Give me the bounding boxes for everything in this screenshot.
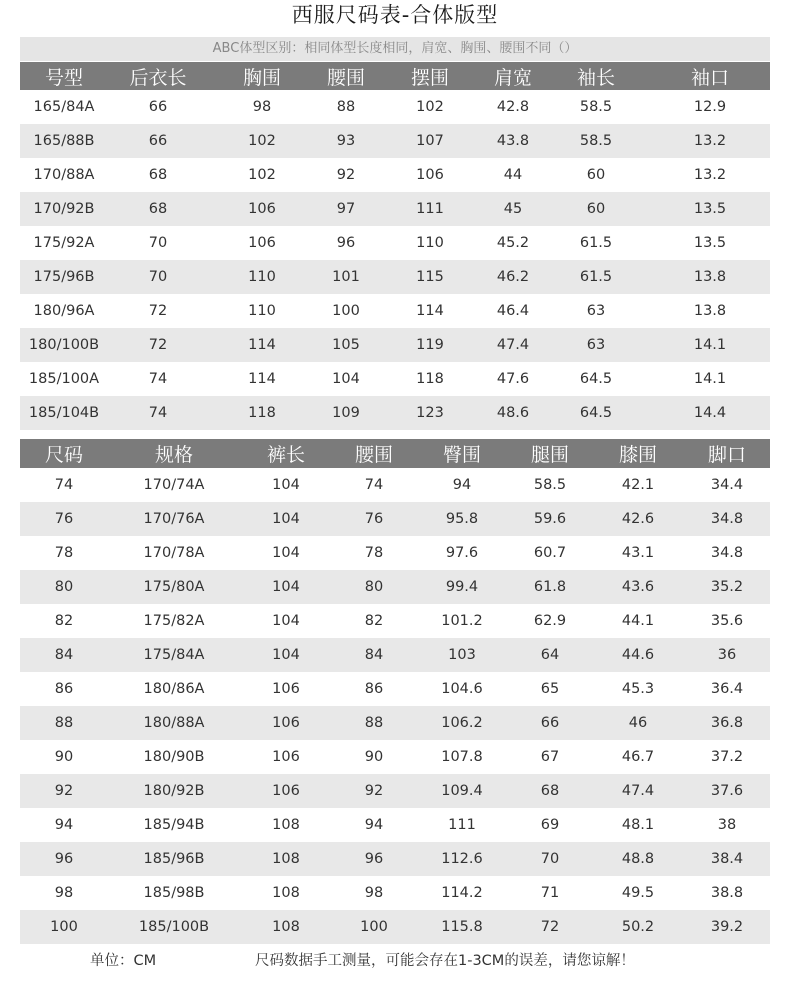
table-cell: 96 — [54, 851, 74, 867]
table-row — [20, 604, 770, 638]
table-cell: 14.4 — [693, 405, 727, 421]
table-cell: 175/92A — [33, 235, 95, 251]
table-cell: 97 — [336, 201, 356, 217]
table-cell: 104 — [272, 545, 300, 561]
table-cell: 68 — [148, 167, 168, 183]
table-cell: 114.2 — [441, 885, 483, 901]
table-cell: 114 — [248, 371, 276, 387]
table-cell: 42.6 — [621, 511, 655, 527]
table-cell: 106 — [416, 167, 444, 183]
table-cell: 98 — [364, 885, 384, 901]
table-cell: 72 — [148, 337, 168, 353]
table-cell: 114 — [416, 303, 444, 319]
table-cell: 88 — [364, 715, 384, 731]
table-cell: 110 — [248, 303, 276, 319]
table-cell: 94 — [452, 477, 472, 493]
table-cell: 118 — [416, 371, 444, 387]
table-row — [20, 362, 770, 396]
table-cell: 104 — [272, 647, 300, 663]
table-cell: 62.9 — [533, 613, 567, 629]
table-cell: 46.7 — [621, 749, 655, 765]
table-cell: 47.4 — [496, 337, 530, 353]
table-cell: 74 — [364, 477, 384, 493]
table-cell: 104 — [272, 511, 300, 527]
table-cell: 88 — [54, 715, 74, 731]
table-cell: 44.6 — [621, 647, 655, 663]
table-row — [20, 876, 770, 910]
column-header: 臀围 — [442, 444, 481, 466]
table-cell: 102 — [248, 133, 276, 149]
table-cell: 60 — [586, 167, 606, 183]
table-cell: 82 — [364, 613, 384, 629]
table-cell: 185/100B — [138, 919, 210, 935]
table-cell: 175/80A — [143, 579, 205, 595]
page-title: 西服尺码表-合体版型 — [291, 3, 499, 27]
table-cell: 68 — [540, 783, 560, 799]
table-cell: 72 — [540, 919, 560, 935]
table-cell: 111 — [448, 817, 476, 833]
table-cell: 61.8 — [533, 579, 567, 595]
measurement-disclaimer: 尺码数据手工测量，可能会存在1-3CM的误差，请您谅解！ — [255, 953, 635, 969]
table-cell: 61.5 — [579, 235, 613, 251]
table-cell: 50.2 — [621, 919, 655, 935]
column-header: 肩宽 — [493, 66, 532, 89]
table-cell: 96 — [364, 851, 384, 867]
table-cell: 90 — [54, 749, 74, 765]
table-cell: 185/94B — [143, 817, 205, 833]
column-header: 后衣长 — [129, 66, 187, 89]
table-cell: 106 — [272, 749, 300, 765]
table-cell: 43.6 — [621, 579, 655, 595]
table-cell: 94 — [364, 817, 384, 833]
table-cell: 12.9 — [693, 99, 727, 115]
table-row — [20, 706, 770, 740]
table-cell: 13.5 — [693, 235, 727, 251]
table-cell: 114 — [248, 337, 276, 353]
table-cell: 64 — [540, 647, 560, 663]
table-cell: 100 — [50, 919, 78, 935]
table-row — [20, 502, 770, 536]
table-cell: 96 — [336, 235, 356, 251]
table-cell: 108 — [272, 851, 300, 867]
table-cell: 43.8 — [496, 133, 530, 149]
table-cell: 65 — [540, 681, 560, 697]
column-header: 膝围 — [618, 444, 657, 466]
table-row — [20, 774, 770, 808]
table-cell: 36.4 — [710, 681, 744, 697]
table-cell: 70 — [148, 269, 168, 285]
table-cell: 180/96A — [33, 303, 95, 319]
table-cell: 106 — [272, 715, 300, 731]
table-cell: 98 — [54, 885, 74, 901]
table-cell: 38.8 — [710, 885, 744, 901]
column-header: 腰围 — [354, 444, 393, 466]
body-type-note: ABC体型区别：相同体型长度相同，肩宽、胸围、腰围不同（） — [20, 37, 770, 61]
table-cell: 165/84A — [33, 99, 95, 115]
table-cell: 34.4 — [710, 477, 744, 493]
table-cell: 34.8 — [710, 511, 744, 527]
table-cell: 170/76A — [143, 511, 205, 527]
table-cell: 13.8 — [693, 303, 727, 319]
table-cell: 111 — [416, 201, 444, 217]
table-cell: 104 — [272, 613, 300, 629]
table-cell: 106 — [248, 235, 276, 251]
table-row — [20, 808, 770, 842]
table-cell: 100 — [360, 919, 388, 935]
column-header: 裤长 — [266, 444, 305, 466]
table-cell: 36 — [717, 647, 737, 663]
table-cell: 66 — [540, 715, 560, 731]
table-cell: 175/96B — [33, 269, 95, 285]
table-cell: 58.5 — [533, 477, 567, 493]
column-header: 胸围 — [242, 66, 281, 89]
table-cell: 69 — [540, 817, 560, 833]
table-cell: 66 — [148, 133, 168, 149]
table-cell: 165/88B — [33, 133, 95, 149]
table-cell: 104.6 — [441, 681, 483, 697]
table-cell: 185/98B — [143, 885, 205, 901]
table-cell: 99.4 — [445, 579, 479, 595]
table-cell: 107.8 — [441, 749, 483, 765]
table-cell: 68 — [148, 201, 168, 217]
table-cell: 36.8 — [710, 715, 744, 731]
table-cell: 74 — [148, 371, 168, 387]
table-cell: 175/84A — [143, 647, 205, 663]
table-cell: 70 — [148, 235, 168, 251]
table-cell: 76 — [54, 511, 74, 527]
table-cell: 60 — [586, 201, 606, 217]
table-cell: 90 — [364, 749, 384, 765]
column-header: 脚口 — [707, 444, 746, 466]
table-cell: 37.6 — [710, 783, 744, 799]
table-cell: 80 — [54, 579, 74, 595]
table-row — [20, 260, 770, 294]
table-row — [20, 90, 770, 124]
table-cell: 13.8 — [693, 269, 727, 285]
table-cell: 86 — [54, 681, 74, 697]
table-cell: 180/92B — [143, 783, 205, 799]
table-row — [20, 842, 770, 876]
table-cell: 180/90B — [143, 749, 205, 765]
table-cell: 119 — [416, 337, 444, 353]
table-row — [20, 468, 770, 502]
table-cell: 185/100A — [28, 371, 100, 387]
table-cell: 14.1 — [693, 337, 727, 353]
table-cell: 101.2 — [441, 613, 483, 629]
pants-size-table — [20, 439, 770, 944]
column-header: 腰围 — [326, 66, 365, 89]
table-cell: 104 — [272, 579, 300, 595]
table-cell: 94 — [54, 817, 74, 833]
table-cell: 44 — [503, 167, 523, 183]
table-cell: 180/86A — [143, 681, 205, 697]
table-cell: 82 — [54, 613, 74, 629]
table-cell: 63 — [586, 303, 606, 319]
table-cell: 84 — [364, 647, 384, 663]
column-header: 号型 — [44, 66, 83, 89]
table-cell: 106 — [272, 681, 300, 697]
table-cell: 170/92B — [33, 201, 95, 217]
table-cell: 86 — [364, 681, 384, 697]
table-row — [20, 672, 770, 706]
table-cell: 104 — [272, 477, 300, 493]
table-cell: 48.6 — [496, 405, 530, 421]
table-row — [20, 638, 770, 672]
table-cell: 80 — [364, 579, 384, 595]
table-cell: 101 — [332, 269, 360, 285]
table-cell: 58.5 — [579, 133, 613, 149]
table-cell: 108 — [272, 817, 300, 833]
table-cell: 44.1 — [621, 613, 655, 629]
table-cell: 45.3 — [621, 681, 655, 697]
table-cell: 47.6 — [496, 371, 530, 387]
table-row — [20, 192, 770, 226]
table-cell: 175/82A — [143, 613, 205, 629]
table-cell: 115.8 — [441, 919, 483, 935]
table-row — [20, 910, 770, 944]
table-cell: 61.5 — [579, 269, 613, 285]
column-header: 规格 — [154, 444, 193, 466]
table-cell: 60.7 — [533, 545, 567, 561]
table-cell: 92 — [336, 167, 356, 183]
table-cell: 78 — [54, 545, 74, 561]
table-cell: 104 — [332, 371, 360, 387]
table-row — [20, 570, 770, 604]
table-cell: 35.2 — [710, 579, 744, 595]
unit-label: 单位：CM — [90, 953, 157, 969]
table-cell: 102 — [416, 99, 444, 115]
table-cell: 42.1 — [621, 477, 655, 493]
table-cell: 67 — [540, 749, 560, 765]
jacket-size-table — [20, 62, 770, 430]
table-cell: 109 — [332, 405, 360, 421]
table-header-row — [20, 62, 770, 90]
table-cell: 64.5 — [579, 371, 613, 387]
table-cell: 38.4 — [710, 851, 744, 867]
table-cell: 45 — [503, 201, 523, 217]
table-cell: 102 — [248, 167, 276, 183]
table-cell: 185/104B — [28, 405, 100, 421]
table-row — [20, 294, 770, 328]
table-row — [20, 124, 770, 158]
table-cell: 92 — [364, 783, 384, 799]
table-cell: 98 — [252, 99, 272, 115]
table-row — [20, 328, 770, 362]
table-cell: 92 — [54, 783, 74, 799]
table-cell: 35.6 — [710, 613, 744, 629]
table-cell: 107 — [416, 133, 444, 149]
table-cell: 106 — [248, 201, 276, 217]
table-cell: 103 — [448, 647, 476, 663]
table-cell: 46 — [628, 715, 648, 731]
table-cell: 105 — [332, 337, 360, 353]
column-header: 袖口 — [690, 66, 729, 89]
table-cell: 37.2 — [710, 749, 744, 765]
table-cell: 112.6 — [441, 851, 483, 867]
column-header: 袖长 — [576, 66, 615, 89]
table-cell: 66 — [148, 99, 168, 115]
table-cell: 43.1 — [621, 545, 655, 561]
table-cell: 93 — [336, 133, 356, 149]
table-cell: 78 — [364, 545, 384, 561]
table-cell: 13.5 — [693, 201, 727, 217]
table-cell: 115 — [416, 269, 444, 285]
table-cell: 13.2 — [693, 167, 727, 183]
table-cell: 38 — [717, 817, 737, 833]
table-cell: 47.4 — [621, 783, 655, 799]
table-cell: 45.2 — [496, 235, 530, 251]
table-cell: 106 — [272, 783, 300, 799]
table-cell: 180/100B — [28, 337, 100, 353]
table-cell: 48.8 — [621, 851, 655, 867]
table-row — [20, 740, 770, 774]
table-cell: 59.6 — [533, 511, 567, 527]
table-cell: 110 — [416, 235, 444, 251]
column-header: 尺码 — [44, 444, 83, 466]
table-cell: 46.4 — [496, 303, 530, 319]
table-cell: 42.8 — [496, 99, 530, 115]
table-cell: 39.2 — [710, 919, 744, 935]
table-row — [20, 396, 770, 430]
column-header: 腿围 — [530, 444, 569, 466]
table-cell: 14.1 — [693, 371, 727, 387]
table-row — [20, 158, 770, 192]
table-cell: 106.2 — [441, 715, 483, 731]
table-cell: 170/78A — [143, 545, 205, 561]
table-cell: 108 — [272, 885, 300, 901]
table-cell: 63 — [586, 337, 606, 353]
table-cell: 49.5 — [621, 885, 655, 901]
table-cell: 13.2 — [693, 133, 727, 149]
table-cell: 72 — [148, 303, 168, 319]
table-cell: 76 — [364, 511, 384, 527]
table-cell: 109.4 — [441, 783, 483, 799]
table-cell: 64.5 — [579, 405, 613, 421]
column-header: 摆围 — [410, 66, 449, 89]
table-cell: 110 — [248, 269, 276, 285]
table-cell: 74 — [148, 405, 168, 421]
table-row — [20, 226, 770, 260]
table-cell: 88 — [336, 99, 356, 115]
table-cell: 180/88A — [143, 715, 205, 731]
table-cell: 95.8 — [445, 511, 479, 527]
table-cell: 108 — [272, 919, 300, 935]
table-cell: 170/74A — [143, 477, 205, 493]
table-cell: 84 — [54, 647, 74, 663]
table-cell: 74 — [54, 477, 74, 493]
table-cell: 34.8 — [710, 545, 744, 561]
table-cell: 48.1 — [621, 817, 655, 833]
table-cell: 70 — [540, 851, 560, 867]
table-cell: 118 — [248, 405, 276, 421]
table-cell: 123 — [416, 405, 444, 421]
table-header-row — [20, 439, 770, 468]
table-cell: 97.6 — [445, 545, 479, 561]
table-row — [20, 536, 770, 570]
table-cell: 71 — [540, 885, 560, 901]
table-cell: 58.5 — [579, 99, 613, 115]
table-cell: 100 — [332, 303, 360, 319]
table-cell: 185/96B — [143, 851, 205, 867]
table-cell: 170/88A — [33, 167, 95, 183]
table-cell: 46.2 — [496, 269, 530, 285]
